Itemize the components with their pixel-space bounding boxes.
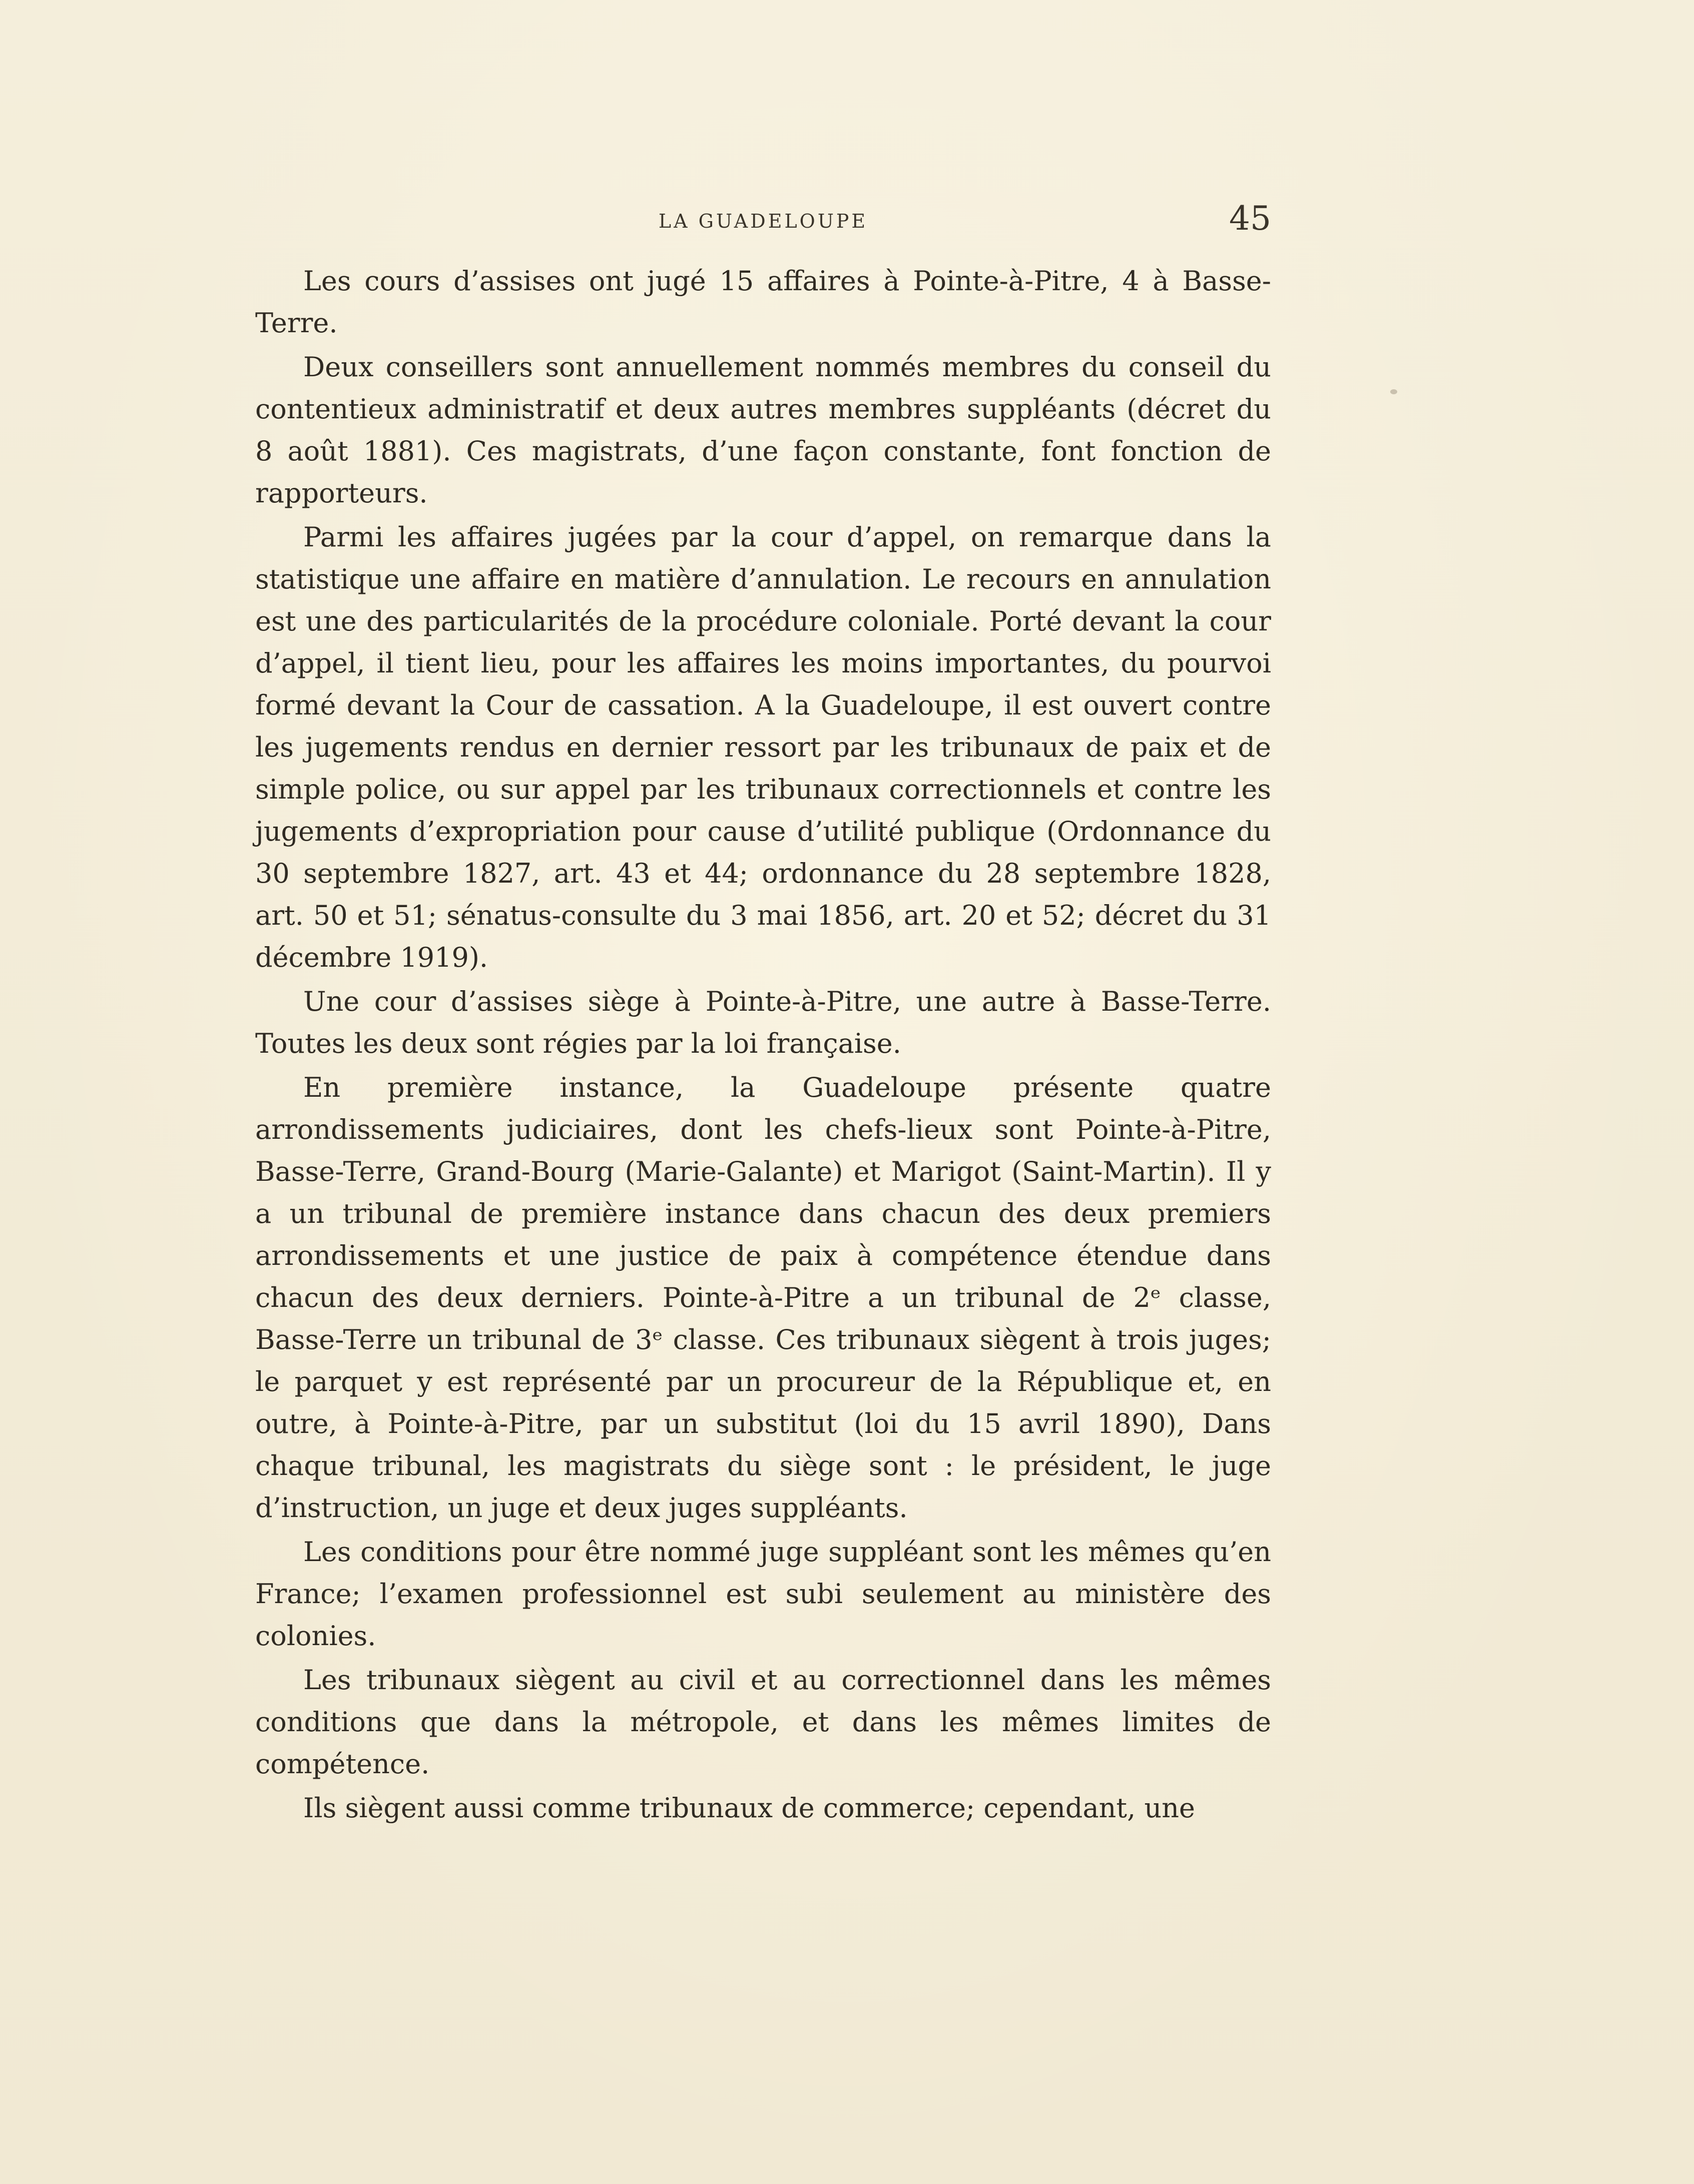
paragraph: Ils siègent aussi comme tribunaux de commerce; cependant, une bbox=[303, 1792, 1195, 1824]
paragraph: Une cour d’assises siège à Pointe-à-Pitre, une autre à Basse-Terre. Toutes les deux sont régies par la loi française. bbox=[255, 986, 1271, 1059]
paragraph: Les conditions pour être nommé juge suppléant sont les mêmes qu’en France; l’examen professionnel est subi seulement au ministère des colonies. bbox=[255, 1536, 1271, 1652]
paragraph: En première instance, la Guadeloupe présente quatre arrondissements judiciaires, dont les chefs-lieux sont Pointe-à-Pitre, Basse-Terre, Grand-Bourg (Marie-Galante) et Marigot (Saint-Martin). Il y a un tribunal de première instance dans chacun des deux premiers arrondissements et une justice de paix à compétence étendue dans chacun des deux derniers. Pointe-à-Pitre a un tribunal de 2ᵉ classe, Basse-Terre un tribunal de 3ᵉ classe. Ces tribunaux siègent à trois juges; le parquet y est représenté par un procureur de la République et, en outre, à Pointe-à-Pitre, par un substitut (loi du 15 avril 1890), Dans chaque tribunal, les magistrats du siège sont : le président, le juge d’instruction, un juge et deux juges suppléants. bbox=[255, 1072, 1271, 1524]
body-text bbox=[255, 260, 1271, 1829]
paragraph: Les cours d’assises ont jugé 15 affaires à Pointe-à-Pitre, 4 à Basse-Terre. bbox=[255, 265, 1271, 339]
paragraph: Les tribunaux siègent au civil et au correctionnel dans les mêmes conditions que dans la métropole, et dans les mêmes limites de compétence. bbox=[255, 1664, 1271, 1780]
page-header bbox=[255, 199, 1271, 244]
paragraph: Deux conseillers sont annuellement nommés membres du conseil du contentieux administratif et deux autres membres suppléants (décret du 8 août 1881). Ces magistrats, d’une façon constante, font fonction de rapporteurs. bbox=[255, 351, 1271, 509]
paragraph: Parmi les affaires jugées par la cour d’appel, on remarque dans la statistique une affaire en matière d’annulation. Le recours en annulation est une des particularités de la procédure coloniale. Porté devant la cour d’appel, il tient lieu, pour les affaires les moins importantes, du pourvoi formé devant la Cour de cassation. A la Guadeloupe, il est ouvert contre les jugements rendus en dernier ressort par les tribunaux de paix et de simple police, ou sur appel par les tribunaux correctionnels et contre les jugements d’expropriation pour cause d’utilité publique (Ordonnance du 30 septembre 1827, art. 43 et 44; ordonnance du 28 septembre 1828, art. 50 et 51; sénatus-consulte du 3 mai 1856, art. 20 et 52; décret du 31 décembre 1919). bbox=[255, 521, 1271, 973]
running-title: LA GUADELOUPE bbox=[658, 210, 868, 232]
ink-smudge bbox=[1390, 389, 1397, 394]
page-number: 45 bbox=[1229, 199, 1271, 238]
